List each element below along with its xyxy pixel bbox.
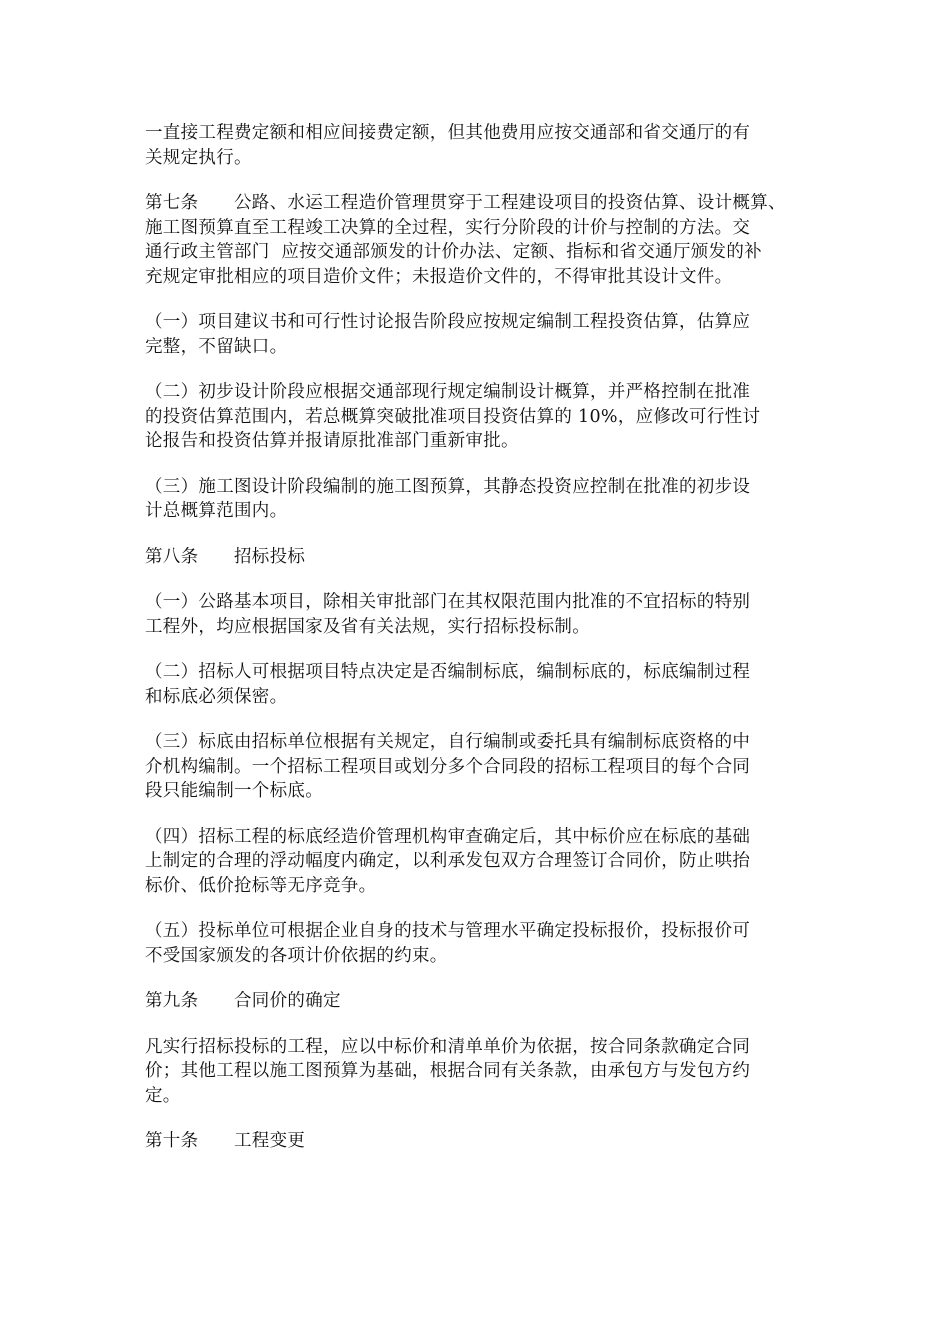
paragraph (145, 660, 835, 709)
text-line: 不受国家颁发的各项计价依据的约束。 (145, 945, 448, 966)
text-line: 上制定的合理的浮动幅度内确定，以利承发包双方合理签订合同价，防止哄抬 (145, 851, 751, 871)
paragraph (145, 919, 835, 968)
text-line: （四）招标工程的标底经造价管理机构审查确定后，其中标价应在标底的基础 (145, 826, 751, 847)
paragraph (145, 989, 835, 1014)
paragraph (145, 545, 835, 570)
text-line: 完整，不留缺口。 (145, 336, 288, 357)
paragraph (145, 590, 835, 639)
text-line: 介机构编制。一个招标工程项目或划分多个合同段的招标工程项目的每个合同 (145, 756, 751, 777)
document-body (145, 121, 835, 1175)
text-line: 关规定执行。 (145, 147, 252, 168)
text-line: 施工图预算直至工程竣工决算的全过程，实行分阶段的计价与控制的方法。交 (145, 217, 751, 238)
paragraph (145, 730, 835, 804)
text-line: 定。 (145, 1085, 181, 1106)
paragraph (145, 191, 835, 289)
paragraph (145, 1129, 835, 1154)
text-line: 的投资估算范围内，若总概算突破批准项目投资估算的 10%，应修改可行性讨 (145, 406, 761, 427)
text-line: （五）投标单位可根据企业自身的技术与管理水平确定投标报价，投标报价可 (145, 921, 751, 941)
text-line: 第十条 工程变更 (145, 1131, 306, 1151)
text-line: （三）标底由招标单位根据有关规定，自行编制或委托具有编制标底资格的中 (145, 732, 751, 752)
text-line: 充规定审批相应的项目造价文件；未报造价文件的，不得审批其设计文件。 (145, 266, 733, 287)
text-line: 一直接工程费定额和相应间接费定额，但其他费用应按交通部和省交通厅的有 (145, 123, 751, 143)
text-line: （三）施工图设计阶段编制的施工图预算，其静态投资应控制在批准的初步设 (145, 476, 751, 497)
paragraph (145, 380, 835, 454)
paragraph (145, 121, 835, 170)
text-line: （一）项目建议书和可行性讨论报告阶段应按规定编制工程投资估算，估算应 (145, 312, 751, 332)
text-line: 工程外，均应根据国家及省有关法规，实行招标投标制。 (145, 616, 590, 637)
text-line: （二）招标人可根据项目特点决定是否编制标底，编制标底的，标底编制过程 (145, 662, 751, 682)
paragraph (145, 310, 835, 359)
text-line: 通行政主管部门 应按交通部颁发的计价办法、定额、指标和省交通厅颁发的补 (145, 242, 762, 262)
paragraph (145, 1035, 835, 1109)
text-line: 段只能编制一个标底。 (145, 781, 323, 801)
text-line: 论报告和投资估算并报请原批准部门重新审批。 (145, 431, 519, 451)
text-line: 标价、低价抢标等无序竞争。 (145, 875, 377, 896)
text-line: 第七条 公路、水运工程造价管理贯穿于工程建设项目的投资估算、设计概算、 (145, 193, 786, 213)
text-line: 计总概算范围内。 (145, 501, 288, 521)
text-line: 凡实行招标投标的工程，应以中标价和清单单价为依据，按合同条款确定合同 (145, 1036, 751, 1057)
text-line: 第九条 合同价的确定 (145, 991, 341, 1011)
paragraph (145, 475, 835, 524)
text-line: 第八条 招标投标 (145, 546, 306, 567)
text-line: 和标底必须保密。 (145, 686, 288, 707)
paragraph (145, 825, 835, 899)
text-line: （一）公路基本项目，除相关审批部门在其权限范围内批准的不宜招标的特别 (145, 592, 751, 612)
text-line: （二）初步设计阶段应根据交通部现行规定编制设计概算，并严格控制在批准 (145, 382, 751, 402)
text-line: 价；其他工程以施工图预算为基础，根据合同有关条款，由承包方与发包方约 (145, 1061, 751, 1081)
